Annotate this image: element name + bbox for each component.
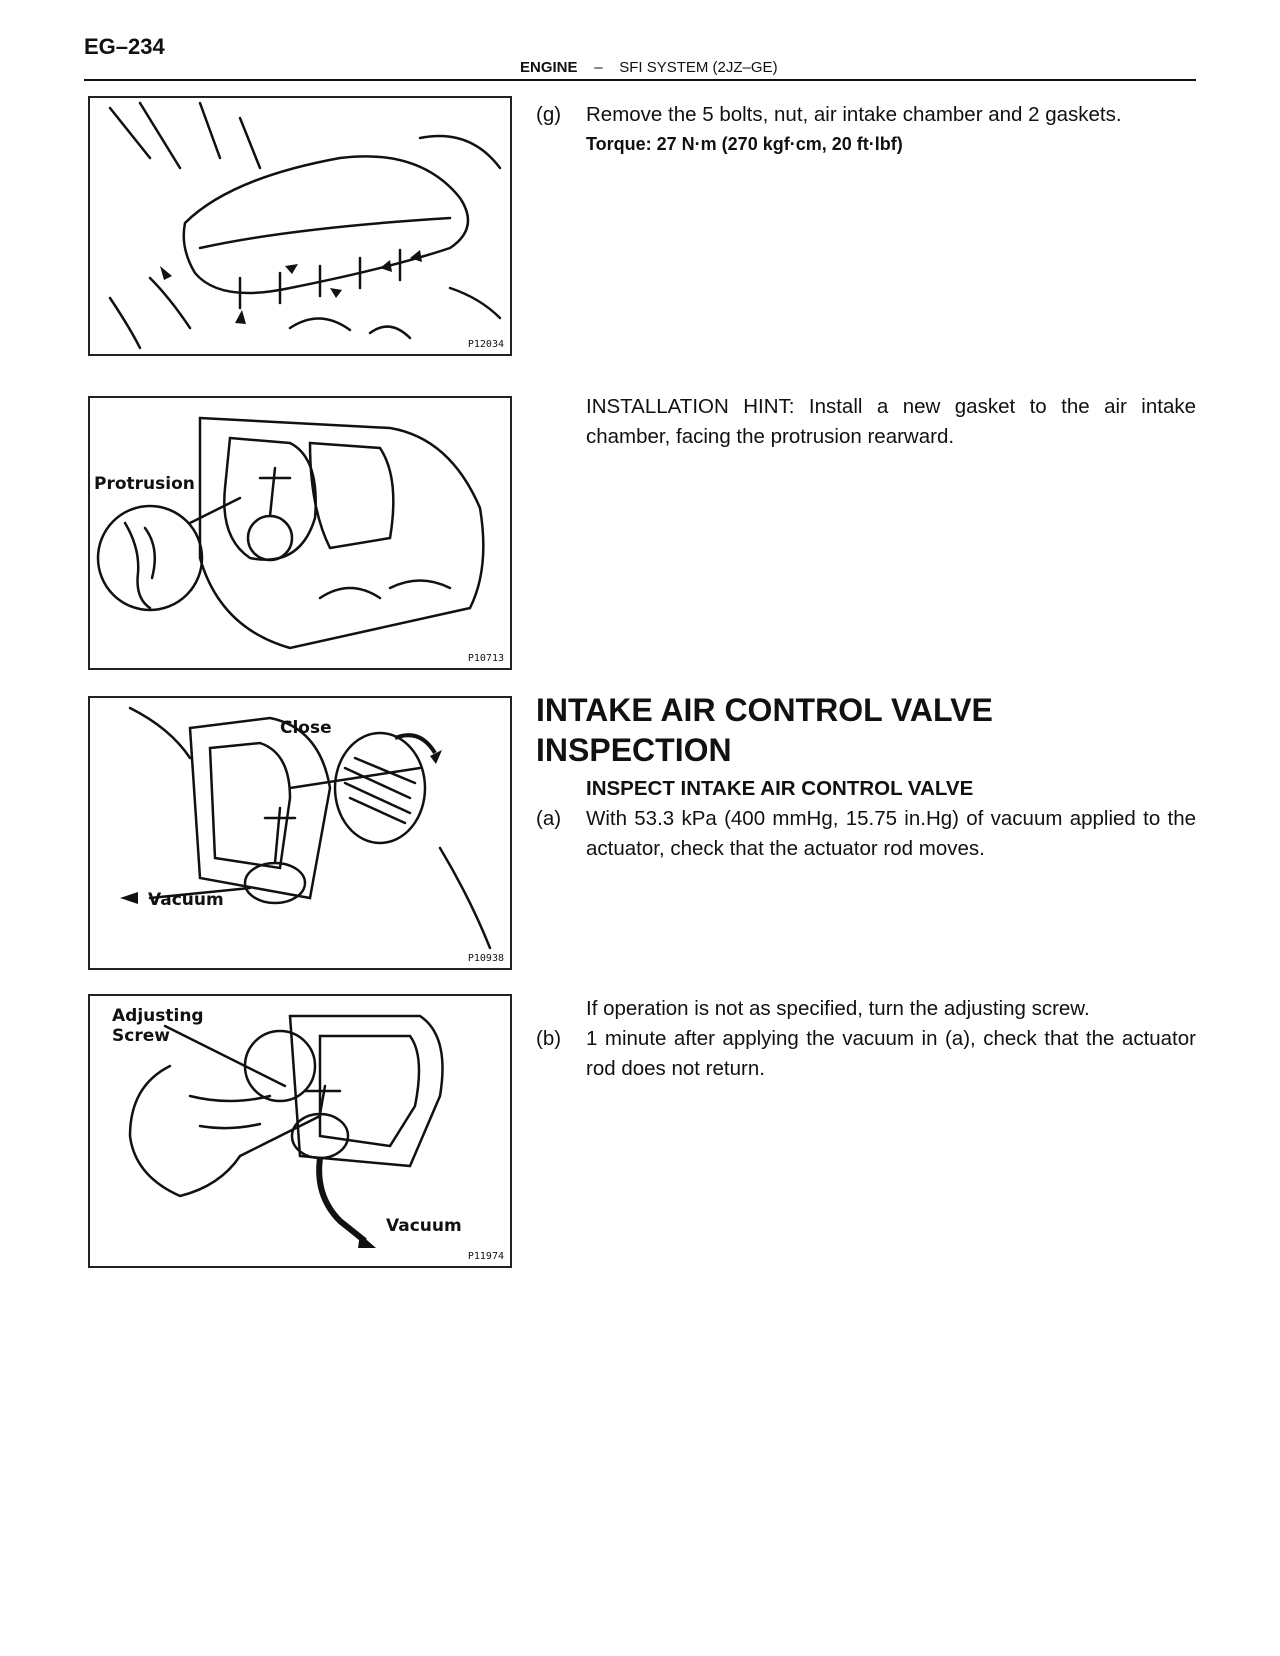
air-intake-chamber-illustration [90,98,510,354]
figure-code: P11974 [467,1251,504,1262]
step-a-text: With 53.3 kPa (400 mmHg, 15.75 in.Hg) of vacuum applied to the actuator, check that the actuator rod moves. [586,807,1196,860]
page-number: EG–234 [84,34,165,59]
adjust-note: If operation is not as specified, turn the adjusting screw. [586,997,1090,1020]
vacuum-label: Vacuum [148,890,224,910]
figure-adjusting-screw [88,994,512,1268]
step-g-mark: (g) [536,103,562,126]
section-title-line2: INSPECTION [536,732,732,768]
gasket-illustration [90,398,510,668]
subsection-name: SFI SYSTEM (2JZ–GE) [619,59,778,76]
running-header [520,59,778,76]
section-title-line1: INTAKE AIR CONTROL VALVE [536,692,993,728]
valve-close-illustration [90,698,510,968]
figure-valve-close [88,696,512,970]
figure-code: P12034 [467,339,504,350]
adjusting-label: Adjusting [112,1006,204,1026]
step-a-mark: (a) [536,807,562,830]
header-separator: – [594,59,603,76]
close-label: Close [280,718,332,738]
figure-code: P10938 [467,953,504,964]
section-title [536,690,1196,770]
figure-air-intake-chamber [88,96,512,356]
inspect-subhead: INSPECT INTAKE AIR CONTROL VALVE [586,777,974,800]
step-b-mark: (b) [536,1027,562,1050]
figure-code: P10713 [467,653,504,664]
step-g-text: Remove the 5 bolts, nut, air intake chamber and 2 gaskets. [586,103,1122,126]
step-b-text: 1 minute after applying the vacuum in (a), check that the actuator rod does not return. [586,1027,1196,1080]
installation-hint [536,392,1196,452]
step-g [536,100,1196,158]
header-rule [84,79,1196,81]
torque-spec: Torque: 27 N·m (270 kgf·cm, 20 ft·lbf) [586,134,903,154]
section-name: ENGINE [520,59,578,76]
protrusion-label: Protrusion [94,474,195,494]
inspect-block [536,774,1196,864]
figure-gasket-protrusion [88,396,512,670]
hint-text: INSTALLATION HINT: Install a new gasket to the air intake chamber, facing the protrusion rearward. [586,395,1196,448]
screw-label: Screw [112,1026,170,1046]
vacuum-label: Vacuum [386,1216,462,1236]
adjust-block [536,994,1196,1084]
